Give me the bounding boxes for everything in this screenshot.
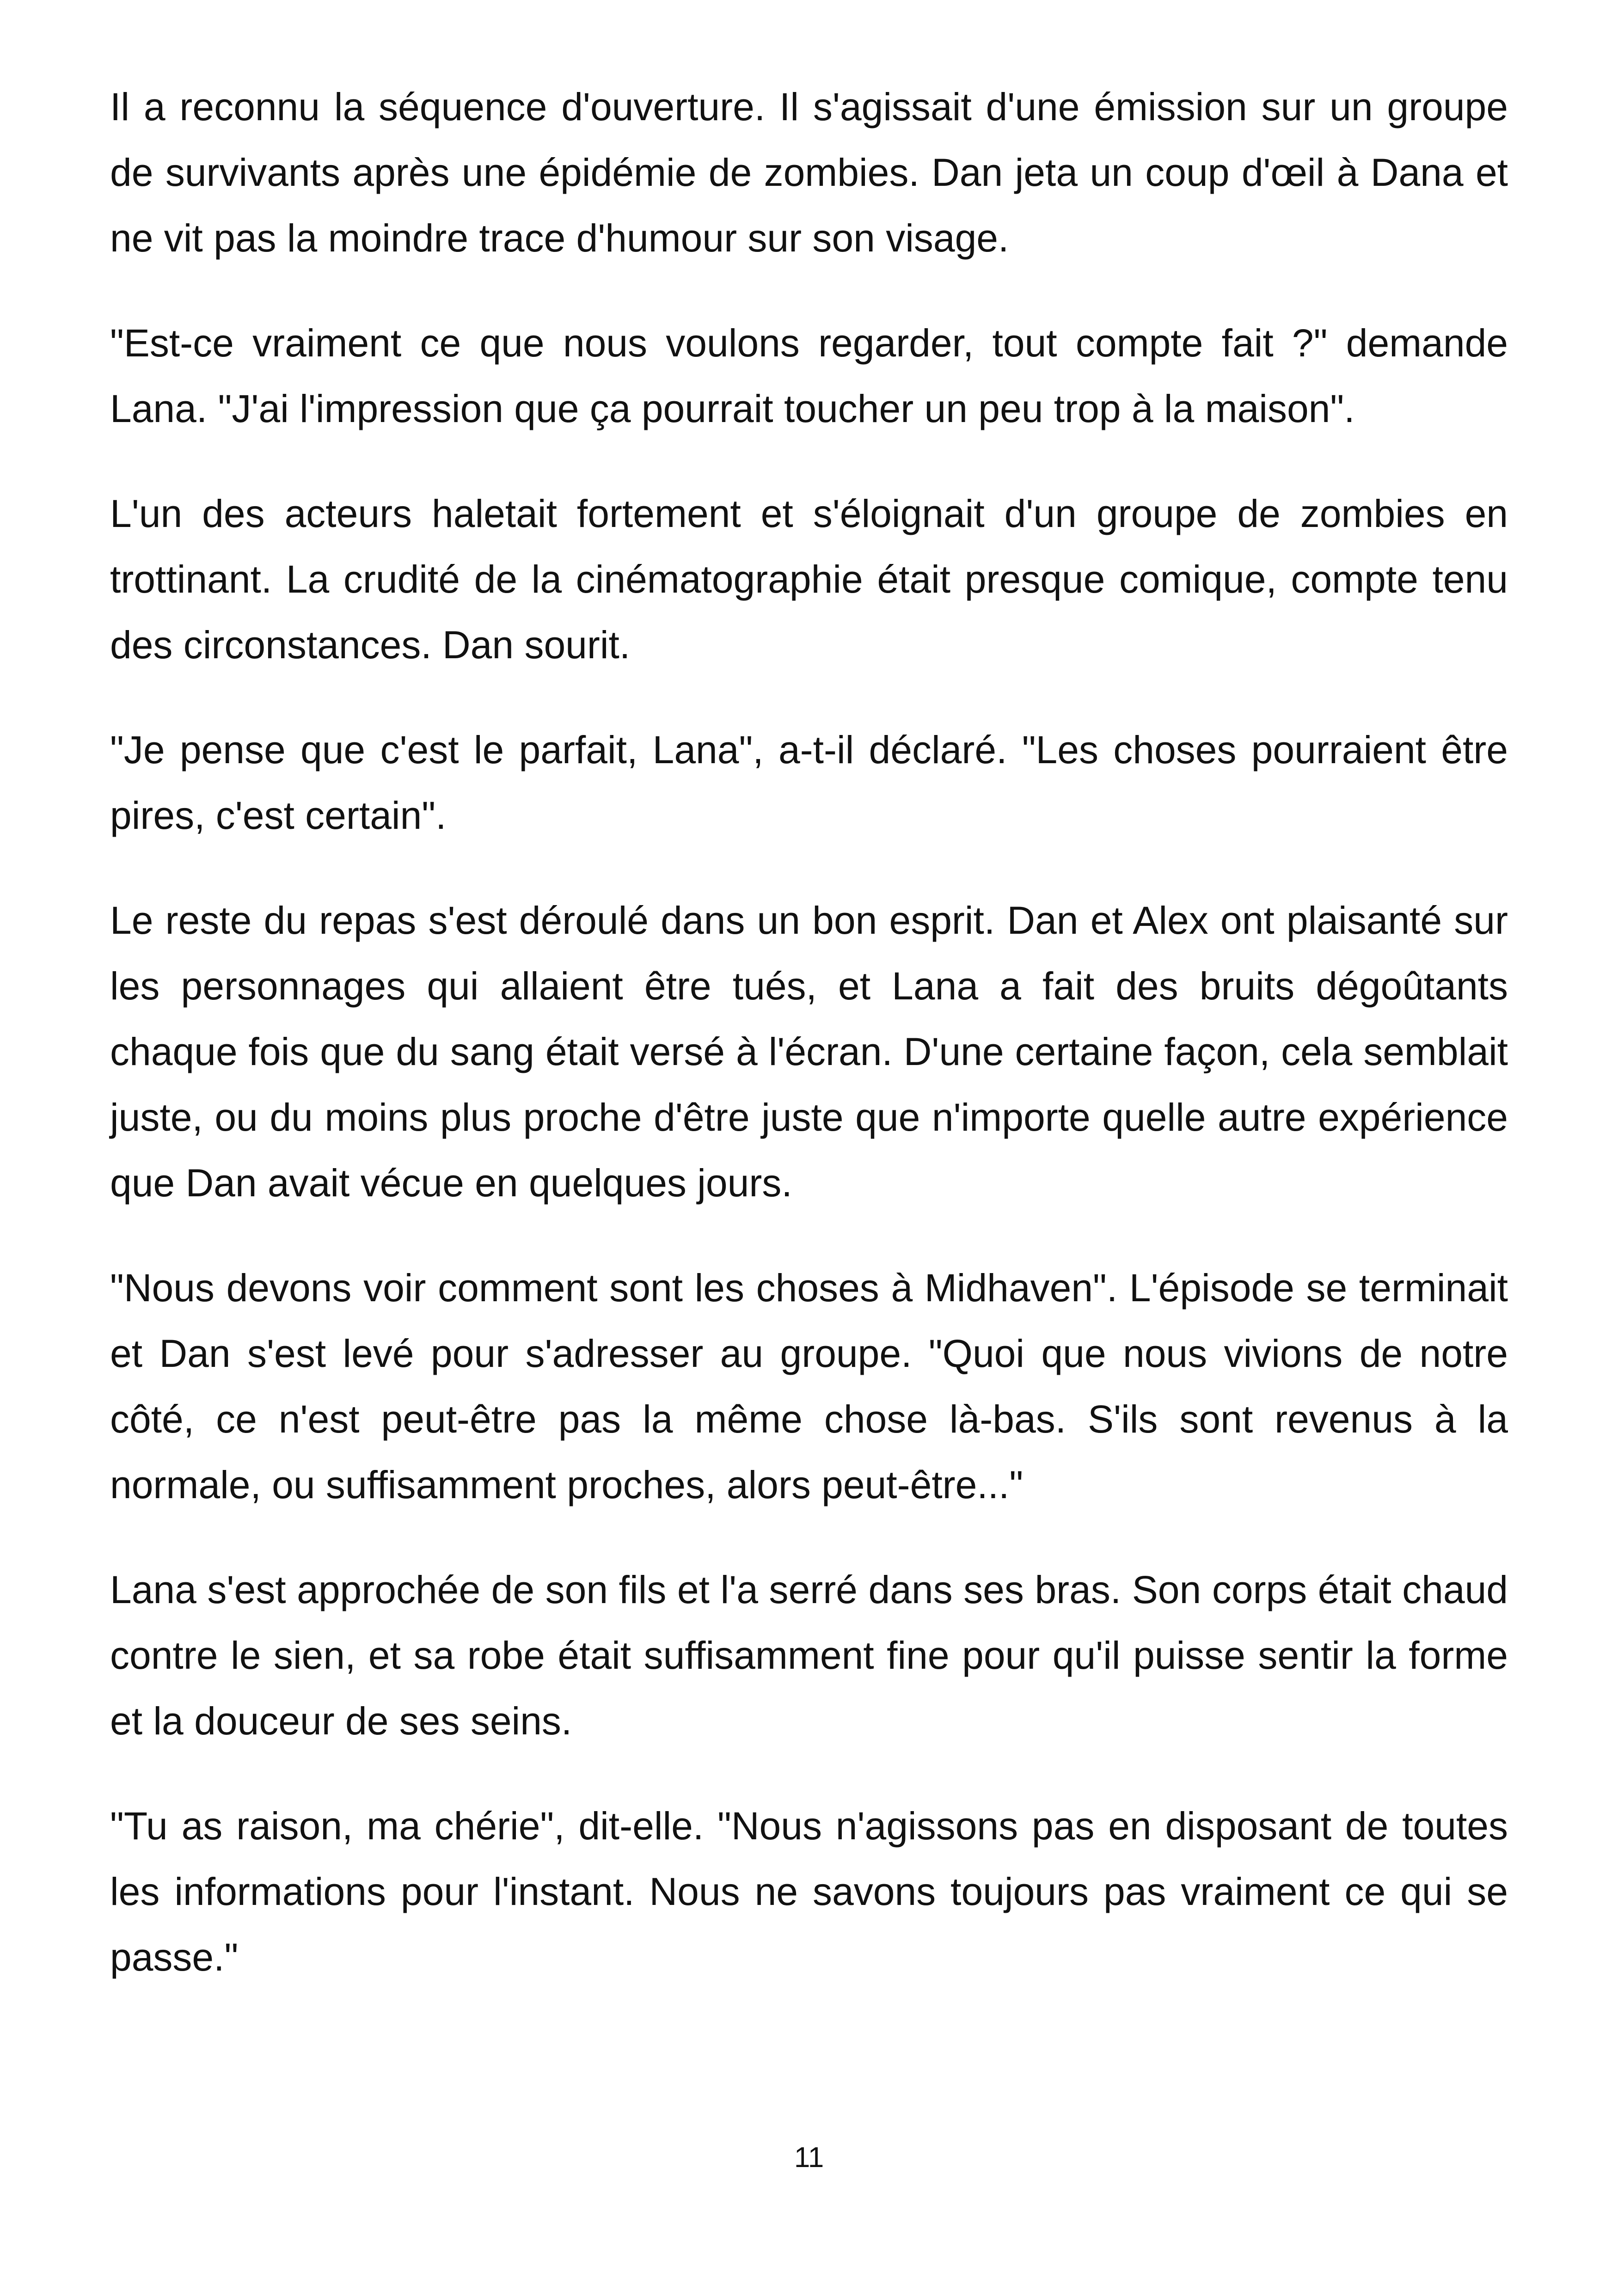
paragraph: Lana s'est approchée de son fils et l'a serré dans ses bras. Son corps était chaud contre le sien, et sa robe était suffisamment fine pour qu'il puisse sentir la forme et la douceur de ses seins. xyxy=(110,1568,1508,1743)
page-body xyxy=(110,74,1508,2029)
paragraph: L'un des acteurs haletait fortement et s'éloignait d'un groupe de zombies en trottinant. La crudité de la cinématographie était presque comique, compte tenu des circonstances. Dan sourit. xyxy=(110,492,1508,667)
paragraph: "Tu as raison, ma chérie", dit-elle. "Nous n'agissons pas en disposant de toutes les informations pour l'instant. Nous ne savons toujours pas vraiment ce qui se passe." xyxy=(110,1804,1508,1979)
page-number: 11 xyxy=(794,2142,824,2174)
paragraph: "Est-ce vraiment ce que nous voulons regarder, tout compte fait ?" demande Lana. "J'ai l'impression que ça pourrait toucher un peu trop à la maison". xyxy=(110,321,1508,430)
paragraph: "Je pense que c'est le parfait, Lana", a-t-il déclaré. "Les choses pourraient être pires, c'est certain". xyxy=(110,728,1508,837)
paragraph: Il a reconnu la séquence d'ouverture. Il s'agissait d'une émission sur un groupe de survivants après une épidémie de zombies. Dan jeta un coup d'œil à Dana et ne vit pas la moindre trace d'humour sur son visage. xyxy=(110,85,1508,260)
paragraph: "Nous devons voir comment sont les choses à Midhaven". L'épisode se terminait et Dan s'est levé pour s'adresser au groupe. "Quoi que nous vivions de notre côté, ce n'est peut-être pas la même chose là-bas. S'ils sont revenus à la normale, ou suffisamment proches, alors peut-être..." xyxy=(110,1266,1508,1506)
paragraph: Le reste du repas s'est déroulé dans un bon esprit. Dan et Alex ont plaisanté sur les personnages qui allaient être tués, et Lana a fait des bruits dégoûtants chaque fois que du sang était versé à l'écran. D'une certaine façon, cela semblait juste, ou du moins plus proche d'être juste que n'importe quelle autre expérience que Dan avait vécue en quelques jours. xyxy=(110,899,1508,1205)
